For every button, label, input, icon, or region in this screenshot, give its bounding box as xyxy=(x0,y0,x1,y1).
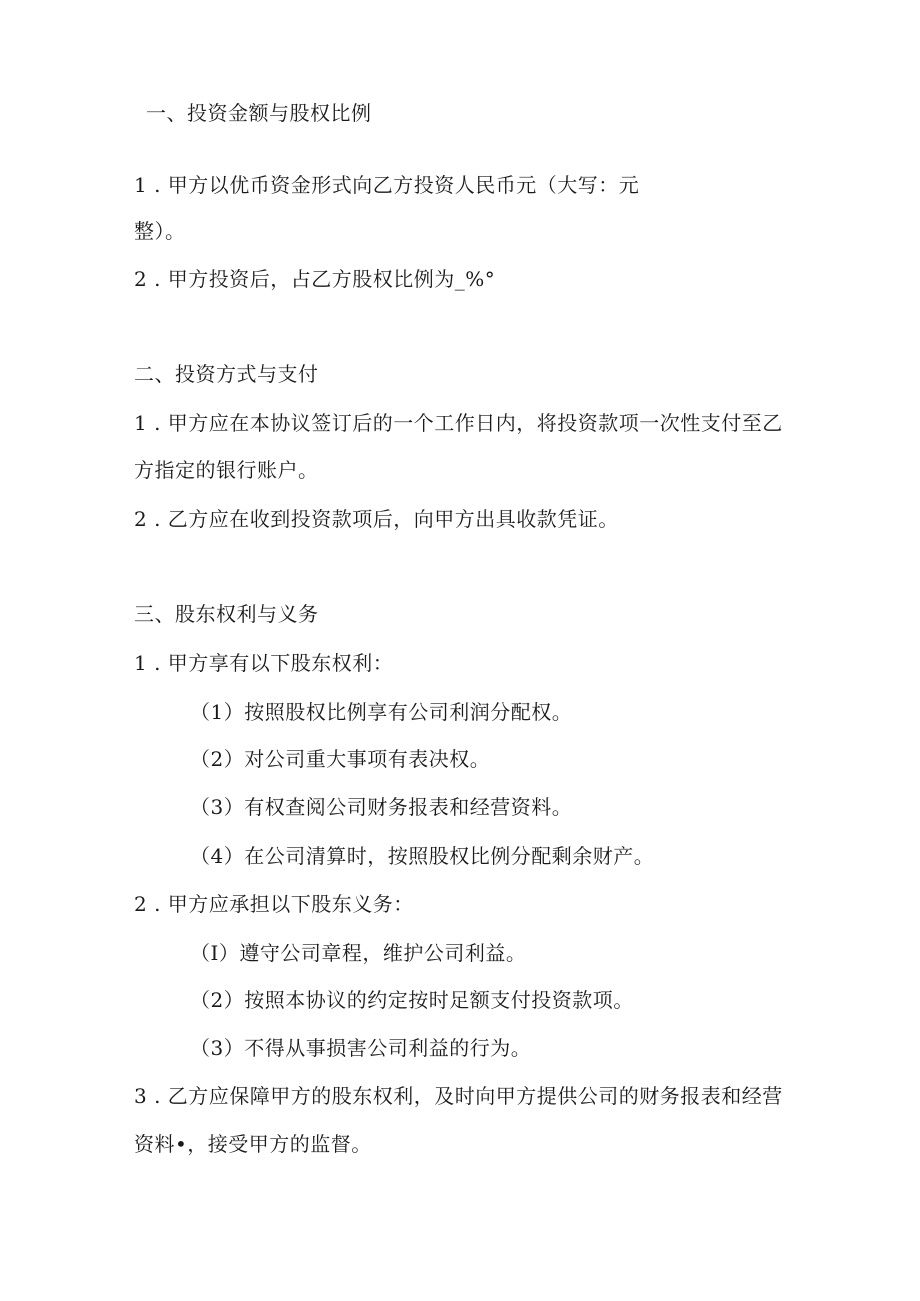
right-list-item: （2）对公司重大事项有表决权。 xyxy=(190,747,491,771)
section-2-item-2: 2 . 乙方应在收到投资款项后，向甲方出具收款凭证。 xyxy=(134,507,619,531)
duty-list-item: （3）不得从事损害公司利益的行为。 xyxy=(190,1036,532,1060)
section-1-item-2: 2 . 甲方投资后，占乙方股权比例为_%° xyxy=(134,267,496,291)
section-1-item-1-line-1: 1 . 甲方以优币资金形式向乙方投资人民币元（大写：元 xyxy=(134,173,640,197)
section-1-item-1-line-2: 整）。 xyxy=(134,219,186,243)
duty-list-item: （I）遵守公司章程，维护公司利益。 xyxy=(190,941,527,965)
section-2-item-1-line-1: 1 . 甲方应在本协议签订后的一个工作日内，将投资款项一次性支付至乙 xyxy=(134,411,783,435)
section-3-item-3-line-2: 资料•，接受甲方的监督。 xyxy=(134,1132,372,1156)
right-list-item: （3）有权查阅公司财务报表和经营资料。 xyxy=(190,795,573,819)
section-1-heading: 一、投资金额与股权比例 xyxy=(146,101,372,125)
section-3-item-1: 1 . 甲方享有以下股东权利： xyxy=(134,651,394,675)
section-3-item-3-line-1: 3 . 乙方应保障甲方的股东权利，及时向甲方提供公司的财务报表和经营 xyxy=(134,1084,783,1108)
section-3-heading: 三、股东权利与义务 xyxy=(134,602,319,626)
right-list-item: （1）按照股权比例享有公司利润分配权。 xyxy=(190,700,573,724)
right-list-item: （4）在公司清算时，按照股权比例分配剩余财产。 xyxy=(190,844,655,868)
section-2-item-1-line-2: 方指定的银行账户。 xyxy=(134,458,319,482)
duty-list-item: （2）按照本协议的约定按时足额支付投资款项。 xyxy=(190,988,634,1012)
section-3-item-2: 2 . 甲方应承担以下股东义务： xyxy=(134,892,414,916)
section-2-heading: 二、投资方式与支付 xyxy=(134,362,319,386)
